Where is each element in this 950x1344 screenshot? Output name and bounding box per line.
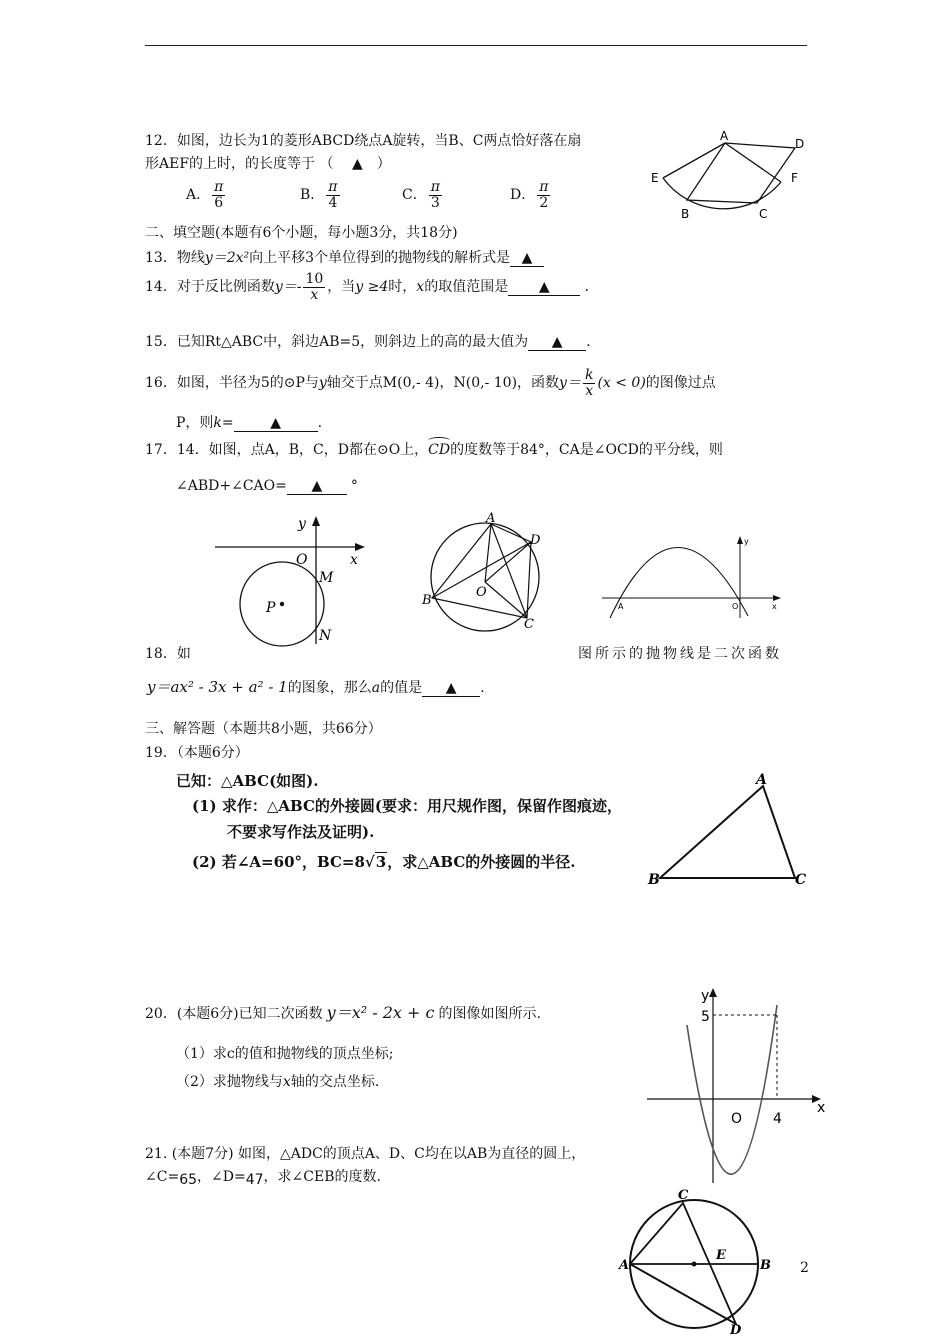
label-d: D xyxy=(730,1323,742,1335)
rhombus-sector-figure xyxy=(645,130,815,225)
q19-head: 19．（本题6分） xyxy=(145,745,249,761)
q12-line1: 12．如图，边长为1的菱形ABCD绕点A旋转，当B、C两点恰好落在扇 xyxy=(145,133,582,149)
label-n: N xyxy=(319,628,332,644)
page-number: 2 xyxy=(800,1260,809,1276)
label-o: O xyxy=(732,602,739,611)
label-5: 5 xyxy=(701,1009,710,1025)
q17-line2: ∠ABD+∠CAO= ▲ ° xyxy=(176,478,358,494)
label-e: E xyxy=(716,1248,726,1263)
circle-p-figure xyxy=(210,512,370,647)
q19-part1b: 不要求写作法及证明). xyxy=(227,823,375,841)
q20-sub2: （2）求抛物线与x轴的交点坐标. xyxy=(176,1074,380,1090)
q12-option-a: A． $\frac{\pi}{6}$ xyxy=(186,179,224,211)
label-b: B xyxy=(648,872,660,888)
label-y: y xyxy=(744,537,749,546)
label-x: x xyxy=(817,1100,826,1116)
section-3-title: 三、解答题（本题共8小题，共66分） xyxy=(145,721,382,737)
label-d: D xyxy=(795,137,805,151)
q14: 14．对于反比例函数y＝- $\frac{10}{x}$ ，当y ≥4时，x的取值范围是 ▲ ． xyxy=(145,271,599,303)
parabola-curve xyxy=(687,1005,777,1174)
label-4: 4 xyxy=(773,1111,782,1127)
label-y: y xyxy=(701,988,710,1004)
q17-line1: 17．14．如图，点A，B，C，D都在⊙O上， CD的度数等于84°，CA是∠OCD的平分线，则 xyxy=(145,439,723,459)
q16-line2: P，则k= ▲ . xyxy=(176,415,323,431)
q12-option-d: D． $\frac{\pi}{2}$ xyxy=(510,179,549,211)
label-b: B xyxy=(422,593,432,608)
q16-line1: 16．如图，半径为5的⊙P与y轴交于点M(0,- 4)，N(0,- 10)，函数y＝ $\frac{k}{x}$ (x < 0)的图像过点 xyxy=(145,367,716,399)
label-c: C xyxy=(678,1188,689,1203)
label-a: A xyxy=(756,772,767,788)
label-m: M xyxy=(319,570,334,586)
q18-line2: y＝ax² - 3x + a² - 1的图象，那么a的值是 ▲ . xyxy=(147,678,485,696)
q19-part2: (2) 若∠A=60°，BC=8√3，求△ABC的外接圆的半径. xyxy=(192,853,576,871)
triangle-abc-figure xyxy=(640,768,815,893)
label-a: A xyxy=(720,130,729,143)
label-a: A xyxy=(619,1258,630,1273)
label-a: A xyxy=(618,602,624,611)
q21-line2: ∠C=65，∠D=47，求∠CEB的度数. xyxy=(145,1169,381,1188)
q12-option-c: C． $\frac{\pi}{3}$ xyxy=(402,179,440,211)
label-e: E xyxy=(651,171,659,185)
parabola-curve xyxy=(610,547,748,618)
q21-line1: 21. (本题7分) 如图，△ADC的顶点A、D、C均在以AB为直径的圆上， xyxy=(145,1146,586,1162)
q19-part1a: (1) 求作：△ABC的外接圆(要求：用尺规作图，保留作图痕迹， xyxy=(192,797,623,815)
rhombus-abcd xyxy=(687,143,795,203)
q18-right: 图所示的抛物线是二次函数 xyxy=(578,646,782,662)
q20-sub1: （1）求c的值和抛物线的顶点坐标; xyxy=(176,1046,394,1062)
header-rule xyxy=(145,45,807,46)
label-o: O xyxy=(731,1111,743,1127)
q13: 13．物线y＝2x²向上平移3个单位得到的抛物线的解析式是 ▲ xyxy=(145,247,544,267)
label-o: O xyxy=(296,552,308,568)
label-b: B xyxy=(760,1258,771,1273)
parabola-q20-figure xyxy=(645,983,835,1188)
label-d: D xyxy=(530,533,541,548)
label-c: C xyxy=(759,207,768,221)
section-2-title: 二、填空题(本题有6个小题，每小题3分，共18分) xyxy=(145,225,458,241)
triangle-abc xyxy=(660,786,795,878)
q12-option-b: B． $\frac{\pi}{4}$ xyxy=(300,179,338,211)
q12-line2: 形AEF的上时，的长度等于 （ ▲ ） xyxy=(145,156,391,172)
label-f: F xyxy=(791,171,798,185)
label-c: C xyxy=(795,872,807,888)
q19-given: 已知：△ABC(如图). xyxy=(176,772,319,790)
q15: 15．已知Rt△ABC中，斜边AB=5，则斜边上的高的最大值为 ▲ . xyxy=(145,334,591,350)
label-b: B xyxy=(681,207,690,221)
label-a: A xyxy=(486,511,496,526)
label-c: C xyxy=(524,617,534,632)
arc-cd: CD xyxy=(428,442,450,458)
label-p: P xyxy=(266,600,276,616)
circle-o-figure xyxy=(418,510,553,635)
label-x: x xyxy=(350,552,358,568)
circle-q21-figure xyxy=(616,1185,786,1335)
label-x: x xyxy=(772,602,777,611)
label-y: y xyxy=(298,516,306,532)
q20-line1: 20．(本题6分)已知二次函数 y＝x² - 2x + c 的图像如图所示. xyxy=(145,1003,541,1022)
parabola-small-figure xyxy=(600,532,785,622)
q18-left: 18．如 xyxy=(145,646,191,662)
label-o: O xyxy=(476,585,487,600)
sqrt-symbol: √ xyxy=(364,853,375,871)
